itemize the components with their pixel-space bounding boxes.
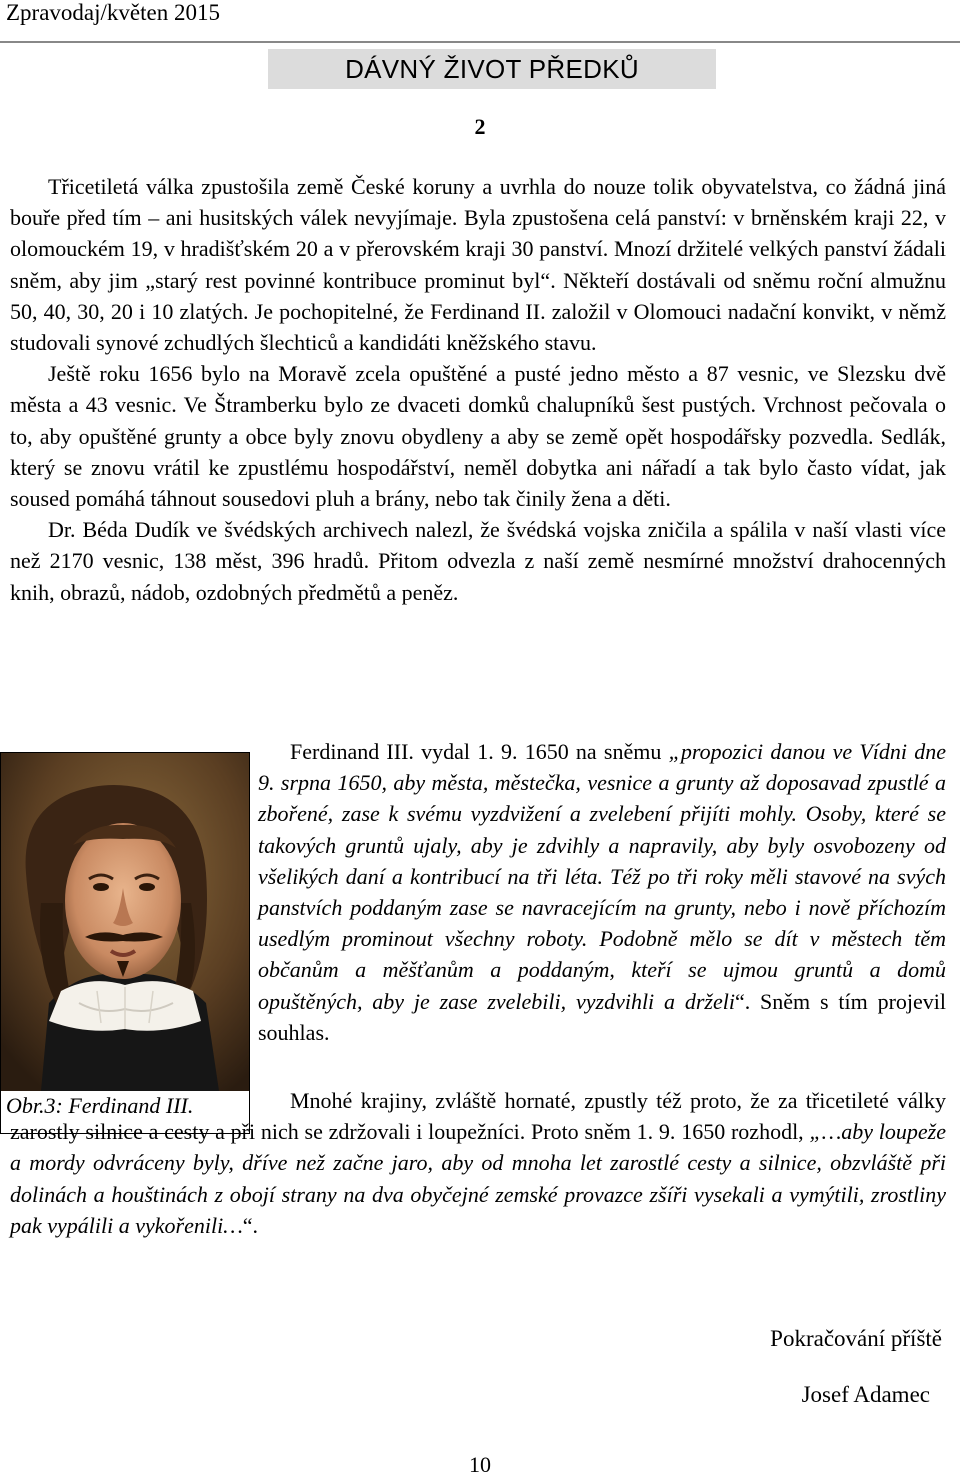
figure-caption: Obr.3: Ferdinand III. (6, 1093, 194, 1118)
roads-text: Mnohé krajiny, zvláště hornaté, zpustly též proto, že za třicetileté války zarostly silnice a cesty a při nich se zdržovali i loupežníci. Proto sněm 1. 9. 1650 rozhodl, (10, 1088, 946, 1145)
article-body-roads (10, 1085, 946, 1241)
paragraph-deserted-villages: Ještě roku 1656 bylo na Moravě zcela opuštěné a pusté jedno město a 87 vesnic, ve Slezsku dvě města a 43 vesnic. Ve Štramberku bylo ze dvaceti domků chalupníků šest pustých. Vrchnost pečovala o to, aby opuštěné grunty a obce byly znovu obydleny a aby se země opět hospodářsky pozvedla. Sedlák, který se znovu vrátil ke zpustlému hospodářství, neměl dobytka ani nářadí a tak bylo často vídat, jak soused pomáhá táhnout sousedovi pluh a brány, nebo tak činily žena a děti. (10, 361, 946, 512)
portrait-figure (0, 752, 250, 1134)
roads-outro: “. (242, 1212, 259, 1238)
article-body-decree (258, 736, 946, 1048)
paragraph-roads (10, 1085, 946, 1241)
decree-intro: Ferdinand III. vydal 1. 9. 1650 na sněmu (290, 739, 669, 764)
paragraph-war-devastation: Třicetiletá válka zpustošila země České koruny a uvrhla do nouze tolik obyvatelstva, co žádná jiná bouře před tím – ani husitských válek nevyjímaje. Byla zpustošena celá panství: v brněnském kraji 22, v olomouckém 19, v hradišťském 20 a v přerovském kraji 30 panství. Mnozí držitelé velkých panství žádali sněm, aby jim „starý rest povinné kontribuce prominut byl“. Někteří dostávali od sněmu roční almužnu 50, 40, 30, 20 i 10 zlatých. Je pochopitelné, že Ferdinand II. založil v Olomouci nadační konvikt, v němž studovali synové zchudlých šlechticů a kandidáti kněžského stavu. (10, 174, 946, 356)
paragraph-decree (258, 736, 946, 1048)
page-number: 10 (469, 1452, 491, 1477)
portrait-painting-icon (1, 753, 249, 1091)
author-name: Josef Adamec (801, 1382, 930, 1407)
decree-quote: „propozici danou ve Vídni dne 9. srpna 1650, aby města, městečka, vesnice a grunty až doposavad zpustlé a zbořené, zase k svému vyzdvižení a zvelebení přijíti mohly. Osoby, které se takových gruntů ujaly, aby je zdvihly a napravily, aby byly osvobozeny od všelikých daní a kontribucí na tři léta. Též po tři roky měli stavové na svých panstvích poddaným zase se navracejícím na grunty, nebo i nově příchozím usedlým prominout všechny roboty. Podobně mělo se dít v městech těm občanům a měšťanům a poddaným, kteří se ujmou gruntů a domů opuštěných, aby je zase zvelebili, vyzdvihli a drželi (258, 739, 946, 1014)
section-title: DÁVNÝ ŽIVOT PŘEDKŮ (345, 54, 639, 84)
continuation-note: Pokračování příště (770, 1326, 942, 1351)
part-number: 2 (474, 114, 486, 139)
roads-quote: „…aby loupeže a mordy odvráceny byly, dříve než začne jaro, aby od mnoha let zarostlé cesty a silnice, obzvláště při dolinách a houštinách z obojí strany na dva obyčejné zemské provazce zšíři vysekali a vymýtili, zrostliny pak vypálili a vykořenili… (10, 1119, 946, 1238)
paragraph-swedish-archives: Dr. Béda Dudík ve švédských archivech nalezl, že švédská vojska zničila a spálila v naší vlasti více než 2170 vesnic, 138 měst, 396 hradů. Přitom odvezla z naší země nesmírné množství drahocenných knih, obrazů, nádob, ozdobných předmětů a peněz. (10, 517, 946, 605)
decree-outro: “. Sněm s tím projevil souhlas. (258, 988, 946, 1045)
article-body-top (10, 171, 946, 608)
publication-title: Zpravodaj/květen 2015 (6, 0, 220, 25)
header-divider (0, 41, 960, 43)
